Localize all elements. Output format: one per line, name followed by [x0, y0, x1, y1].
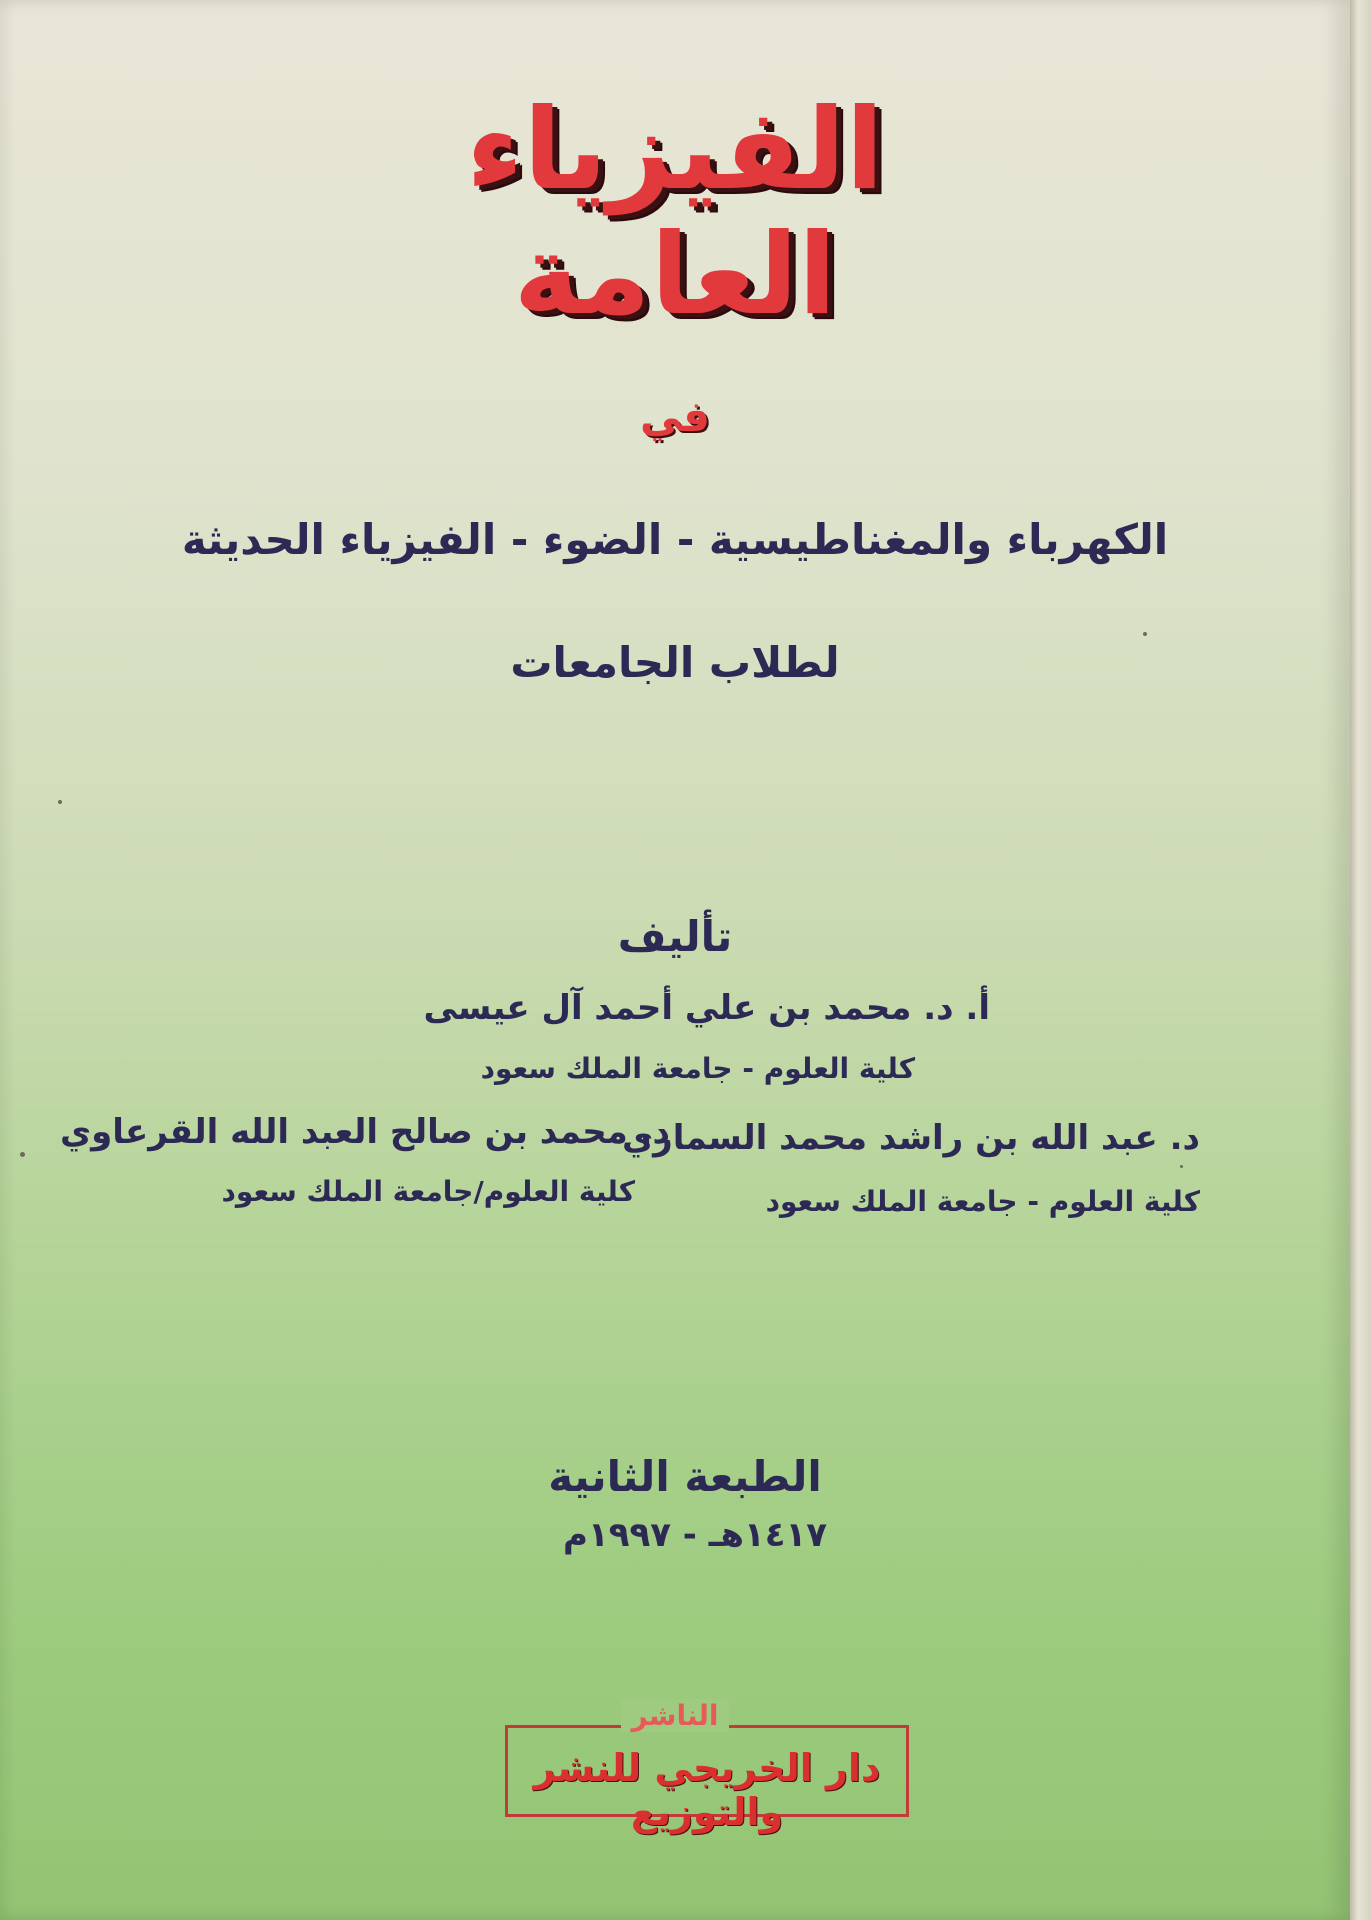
audience-line: لطلاب الجامعات — [510, 638, 840, 687]
title-line-2: العامة — [513, 210, 837, 340]
subjects-line: الكهرباء والمغناطيسية - الضوء - الفيزياء الحديثة — [181, 515, 1169, 564]
book-spine-edge — [1350, 0, 1371, 1920]
publisher-name: دار الخريجي للنشر والتوزيع — [533, 1746, 881, 1834]
publisher-label — [0, 1699, 1350, 1732]
author-3-name: د. محمد بن صالح العبد الله القرعاوي — [59, 1112, 670, 1152]
authorship-label: تأليف — [617, 912, 733, 961]
author-2-affiliation: كلية العلوم - جامعة الملك سعود — [765, 1185, 1200, 1218]
title-line-1: الفيزياء — [466, 85, 884, 215]
author-1-name: أ. د. محمد بن علي أحمد آل عيسى — [423, 988, 990, 1028]
edition-date: ١٤١٧هـ - ١٩٩٧م — [563, 1515, 827, 1555]
speck — [1180, 1165, 1183, 1168]
author-3-affiliation: كلية العلوم/جامعة الملك سعود — [221, 1175, 635, 1208]
speck — [1143, 632, 1147, 636]
speck — [58, 800, 62, 804]
in-word: في — [640, 392, 710, 441]
author-1-affiliation: كلية العلوم - جامعة الملك سعود — [480, 1052, 915, 1085]
publisher-label-text: الناشر — [621, 1699, 728, 1732]
speck — [20, 1152, 25, 1157]
author-2-name: د. عبد الله بن راشد محمد السماري — [621, 1118, 1200, 1158]
edition-label: الطبعة الثانية — [548, 1452, 822, 1501]
